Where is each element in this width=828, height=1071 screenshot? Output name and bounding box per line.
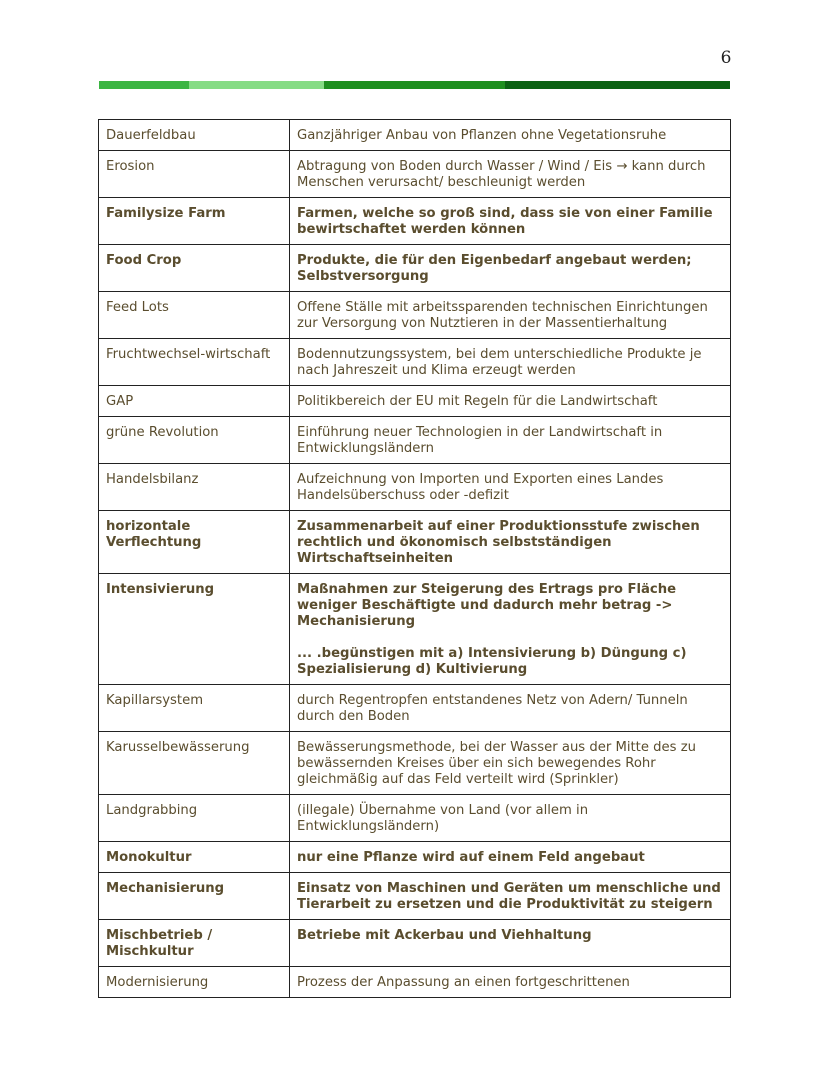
glossary-table — [98, 119, 731, 998]
term-cell: Feed Lots — [99, 292, 290, 339]
color-bar — [99, 81, 730, 89]
definition-cell: Zusammenarbeit auf einer Produktionsstufe zwischen rechtlich und ökonomisch selbstständigen Wirtschaftseinheiten — [290, 511, 731, 574]
definition-cell: Bewässerungsmethode, bei der Wasser aus der Mitte des zu bewässernden Kreises über ein sich bewegendes Rohr gleichmäßig auf das Feld verteilt wird (Sprinkler) — [290, 732, 731, 795]
table-row — [99, 245, 731, 292]
table-row — [99, 292, 731, 339]
term-cell: Landgrabbing — [99, 795, 290, 842]
definition-cell: Einsatz von Maschinen und Geräten um menschliche und Tierarbeit zu ersetzen und die Produktivität zu steigern — [290, 873, 731, 920]
definition-cell: Betriebe mit Ackerbau und Viehhaltung — [290, 920, 731, 967]
color-bar-segment — [324, 81, 505, 89]
definition-cell: Abtragung von Boden durch Wasser / Wind / Eis → kann durch Menschen verursacht/ beschleunigt werden — [290, 151, 731, 198]
table-row — [99, 920, 731, 967]
term-cell: Mechanisierung — [99, 873, 290, 920]
definition-cell — [290, 574, 731, 685]
table-row — [99, 873, 731, 920]
definition-cell: durch Regentropfen entstandenes Netz von Adern/ Tunneln durch den Boden — [290, 685, 731, 732]
definition-cell: Offene Ställe mit arbeitssparenden technischen Einrichtungen zur Versorgung von Nutztieren in der Massentierhaltung — [290, 292, 731, 339]
table-row — [99, 842, 731, 873]
color-bar-segment — [189, 81, 324, 89]
term-cell: GAP — [99, 386, 290, 417]
definition-cell: nur eine Pflanze wird auf einem Feld angebaut — [290, 842, 731, 873]
definition-cell: Aufzeichnung von Importen und Exporten eines Landes Handelsüberschuss oder -defizit — [290, 464, 731, 511]
table-row — [99, 120, 731, 151]
definition-cell: Farmen, welche so groß sind, dass sie von einer Familie bewirtschaftet werden können — [290, 198, 731, 245]
table-row — [99, 464, 731, 511]
table-row — [99, 151, 731, 198]
definition-cell: (illegale) Übernahme von Land (vor allem in Entwicklungsländern) — [290, 795, 731, 842]
term-cell: Kapillarsystem — [99, 685, 290, 732]
definition-cell: Einführung neuer Technologien in der Landwirtschaft in Entwicklungsländern — [290, 417, 731, 464]
table-row — [99, 511, 731, 574]
term-cell: Modernisierung — [99, 967, 290, 998]
table-row — [99, 198, 731, 245]
definition-cell: Produkte, die für den Eigenbedarf angebaut werden; Selbstversorgung — [290, 245, 731, 292]
definition-extra-text: ... .begünstigen mit a) Intensivierung b) Düngung c) Spezialisierung d) Kultivierung — [297, 646, 687, 677]
color-bar-segment — [505, 81, 730, 89]
term-cell: Monokultur — [99, 842, 290, 873]
page-number: 6 — [720, 48, 732, 68]
definition-cell: Bodennutzungssystem, bei dem unterschiedliche Produkte je nach Jahreszeit und Klima erzeugt werden — [290, 339, 731, 386]
definition-cell: Ganzjähriger Anbau von Pflanzen ohne Vegetationsruhe — [290, 120, 731, 151]
term-cell: Dauerfeldbau — [99, 120, 290, 151]
term-cell: horizontale Verflechtung — [99, 511, 290, 574]
term-cell: Erosion — [99, 151, 290, 198]
term-cell: Familysize Farm — [99, 198, 290, 245]
term-cell: grüne Revolution — [99, 417, 290, 464]
table-row — [99, 685, 731, 732]
table-row — [99, 339, 731, 386]
color-bar-segment — [99, 81, 189, 89]
table-row — [99, 795, 731, 842]
term-cell: Mischbetrieb / Mischkultur — [99, 920, 290, 967]
term-cell: Handelsbilanz — [99, 464, 290, 511]
table-row — [99, 386, 731, 417]
definition-text: Maßnahmen zur Steigerung des Ertrags pro Fläche weniger Beschäftigte und dadurch mehr betrag -> Mechanisierung — [297, 582, 677, 629]
table-row — [99, 417, 731, 464]
term-cell: Intensivierung — [99, 574, 290, 685]
table-row — [99, 732, 731, 795]
term-cell: Food Crop — [99, 245, 290, 292]
definition-cell: Prozess der Anpassung an einen fortgeschrittenen — [290, 967, 731, 998]
definition-cell: Politikbereich der EU mit Regeln für die Landwirtschaft — [290, 386, 731, 417]
term-cell: Karusselbewässerung — [99, 732, 290, 795]
term-cell: Fruchtwechsel-wirtschaft — [99, 339, 290, 386]
table-row — [99, 967, 731, 998]
table-row — [99, 574, 731, 685]
